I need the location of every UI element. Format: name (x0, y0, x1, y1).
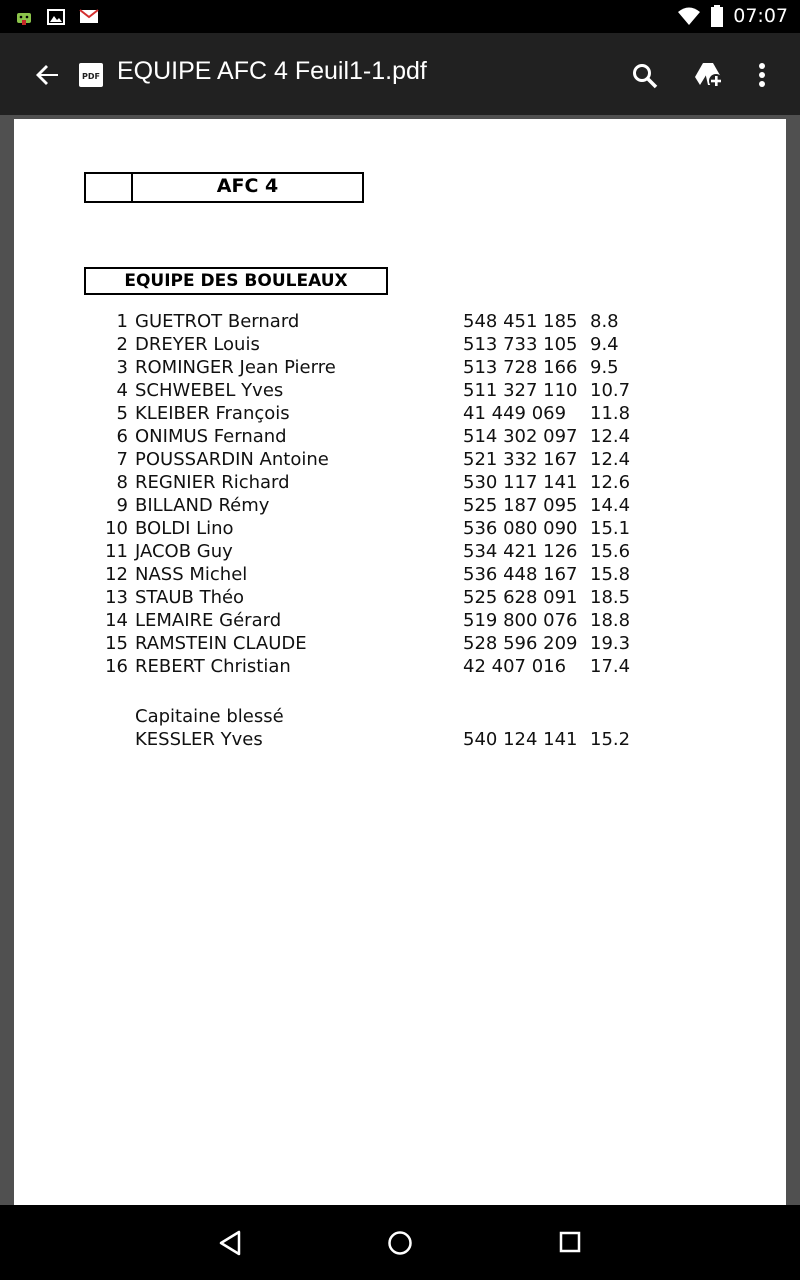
player-row (14, 539, 786, 562)
player-score: 18.8 (590, 610, 631, 631)
player-number: 13 (105, 587, 128, 608)
player-score: 9.4 (590, 334, 619, 355)
player-number: 15 (105, 633, 128, 654)
player-row (14, 332, 786, 355)
player-number: 4 (116, 380, 128, 401)
player-row (14, 355, 786, 378)
player-row (14, 585, 786, 608)
player-number: 1 (116, 311, 128, 332)
pdf-badge-text: PDF (82, 72, 100, 81)
player-license: 536 080 090 (463, 518, 578, 539)
player-number: 9 (116, 495, 128, 516)
player-row (14, 562, 786, 585)
player-license: 513 733 105 (463, 334, 578, 355)
player-license: 521 332 167 (463, 449, 578, 470)
player-name: LEMAIRE Gérard (135, 610, 282, 631)
player-number: 11 (105, 541, 128, 562)
player-row (14, 401, 786, 424)
player-row (14, 654, 786, 677)
player-license: 528 596 209 (463, 633, 578, 654)
player-license: 41 449 069 (463, 403, 567, 424)
player-row (14, 493, 786, 516)
player-score: 12.4 (590, 449, 631, 470)
player-row (14, 424, 786, 447)
player-license: 525 628 091 (463, 587, 578, 608)
player-row (14, 470, 786, 493)
player-name: ROMINGER Jean Pierre (135, 357, 336, 378)
player-number: 10 (105, 518, 128, 539)
player-name: GUETROT Bernard (135, 311, 300, 332)
player-name: POUSSARDIN Antoine (135, 449, 329, 470)
nav-back-icon[interactable] (218, 1230, 244, 1256)
player-name: RAMSTEIN CLAUDE (135, 633, 307, 654)
android-debug-icon (14, 7, 34, 27)
pdf-page (14, 119, 786, 1205)
captain-license: 540 124 141 (463, 729, 578, 750)
player-number: 5 (116, 403, 128, 424)
app-bar (0, 33, 800, 115)
player-score: 19.3 (590, 633, 631, 654)
drive-add-icon[interactable] (694, 61, 724, 89)
player-number: 7 (116, 449, 128, 470)
player-score: 18.5 (590, 587, 631, 608)
player-score: 8.8 (590, 311, 619, 332)
player-name: BOLDI Lino (135, 518, 234, 539)
player-row (14, 378, 786, 401)
nav-recents-icon[interactable] (559, 1231, 581, 1253)
team-title: EQUIPE DES BOULEAUX (84, 267, 388, 295)
document-title: EQUIPE AFC 4 Feuil1-1.pdf (117, 57, 427, 85)
afc-header: AFC 4 (216, 175, 279, 197)
player-score: 9.5 (590, 357, 619, 378)
player-license: 536 448 167 (463, 564, 578, 585)
player-number: 8 (116, 472, 128, 493)
wifi-icon (677, 6, 701, 26)
player-number: 14 (105, 610, 128, 631)
player-list (14, 309, 786, 677)
player-name: STAUB Théo (135, 587, 245, 608)
player-number: 12 (105, 564, 128, 585)
player-name: JACOB Guy (135, 541, 233, 562)
player-score: 12.4 (590, 426, 631, 447)
pdf-file-icon (79, 63, 103, 87)
player-name: ONIMUS Fernand (135, 426, 287, 447)
player-license: 548 451 185 (463, 311, 578, 332)
player-number: 6 (116, 426, 128, 447)
more-vert-icon[interactable] (750, 61, 774, 89)
battery-icon (711, 5, 723, 27)
player-name: REBERT Christian (135, 656, 291, 677)
player-license: 519 800 076 (463, 610, 578, 631)
status-time: 07:07 (733, 5, 788, 27)
captain-name: KESSLER Yves (135, 729, 263, 750)
player-name: SCHWEBEL Yves (135, 380, 284, 401)
player-score: 17.4 (590, 656, 631, 677)
player-row (14, 516, 786, 539)
player-license: 530 117 141 (463, 472, 578, 493)
player-row (14, 608, 786, 631)
player-row (14, 447, 786, 470)
player-license: 534 421 126 (463, 541, 578, 562)
injured-captain-label: Capitaine blessé (135, 706, 284, 727)
gmail-icon (78, 7, 100, 27)
player-number: 16 (105, 656, 128, 677)
captain-score: 15.2 (590, 729, 631, 750)
pdf-viewer[interactable] (0, 115, 800, 1205)
player-name: KLEIBER François (135, 403, 290, 424)
nav-bar (0, 1205, 800, 1280)
player-license: 511 327 110 (463, 380, 578, 401)
status-bar (0, 0, 800, 33)
afc-header-box (84, 172, 364, 203)
player-number: 3 (116, 357, 128, 378)
player-license: 513 728 166 (463, 357, 578, 378)
player-score: 14.4 (590, 495, 631, 516)
search-icon[interactable] (631, 62, 659, 90)
player-license: 525 187 095 (463, 495, 578, 516)
player-score: 10.7 (590, 380, 631, 401)
player-number: 2 (116, 334, 128, 355)
player-name: DREYER Louis (135, 334, 260, 355)
player-score: 15.6 (590, 541, 631, 562)
captain-row (14, 727, 786, 750)
image-icon (46, 7, 66, 27)
player-license: 514 302 097 (463, 426, 578, 447)
player-score: 11.8 (590, 403, 631, 424)
player-score: 15.1 (590, 518, 631, 539)
player-score: 12.6 (590, 472, 631, 493)
player-license: 42 407 016 (463, 656, 567, 677)
player-name: NASS Michel (135, 564, 248, 585)
player-name: REGNIER Richard (135, 472, 290, 493)
back-arrow-icon[interactable] (34, 61, 62, 89)
player-row (14, 309, 786, 332)
player-score: 15.8 (590, 564, 631, 585)
nav-home-icon[interactable] (387, 1230, 413, 1256)
player-name: BILLAND Rémy (135, 495, 270, 516)
player-row (14, 631, 786, 654)
